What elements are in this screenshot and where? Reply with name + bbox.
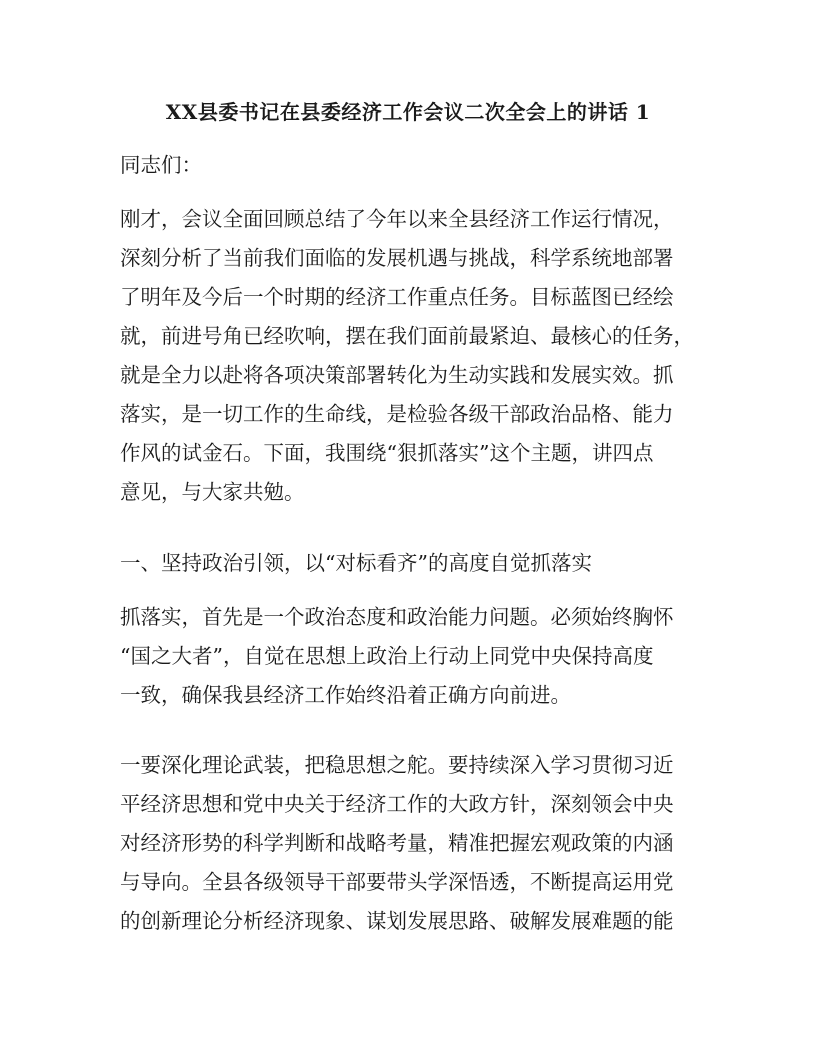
paragraph-line: 就，前进号角已经吹响，摆在我们面前最紧迫、最核心的任务， xyxy=(120,324,694,348)
paragraph-line: 深刻分析了当前我们面临的发展机遇与挑战，科学系统地部署 xyxy=(120,246,674,270)
paragraph-line: 作风的试金石。下面，我围绕“狠抓落实”这个主题，讲四点 xyxy=(120,441,654,465)
paragraph-line: 落实，是一切工作的生命线，是检验各级干部政治品格、能力 xyxy=(120,402,674,426)
paragraph-line: 与导向。全县各级领导干部要带头学深悟透，不断提高运用党 xyxy=(120,870,674,894)
document-title: XX县委书记在县委经济工作会议二次全会上的讲话 1 xyxy=(165,100,651,124)
paragraph-line: 一要深化理论武装，把稳思想之舵。要持续深入学习贯彻习近 xyxy=(120,753,674,777)
paragraph-line: “国之大者”，自觉在思想上政治上行动上同党中央保持高度 xyxy=(120,644,654,668)
paragraph-line: 就是全力以赴将各项决策部署转化为生动实践和发展实效。抓 xyxy=(120,363,674,387)
paragraph-line: 刚才，会议全面回顾总结了今年以来全县经济工作运行情况， xyxy=(120,207,674,231)
salutation: 同志们： xyxy=(120,153,202,177)
paragraph-line: 的创新理论分析经济现象、谋划发展思路、破解发展难题的能 xyxy=(120,909,674,933)
paragraph-line: 平经济思想和党中央关于经济工作的大政方针，深刻领会中央 xyxy=(120,792,674,816)
paragraph-line: 意见，与大家共勉。 xyxy=(120,480,305,504)
paragraph-line: 一致，确保我县经济工作始终沿着正确方向前进。 xyxy=(120,683,571,707)
paragraph-line: 了明年及今后一个时期的经济工作重点任务。目标蓝图已经绘 xyxy=(120,285,674,309)
paragraph-line: 抓落实，首先是一个政治态度和政治能力问题。必须始终胸怀 xyxy=(120,605,674,629)
section-heading-1: 一、坚持政治引领，以“对标看齐”的高度自觉抓落实 xyxy=(120,551,592,575)
paragraph-line: 对经济形势的科学判断和战略考量，精准把握宏观政策的内涵 xyxy=(120,831,674,855)
